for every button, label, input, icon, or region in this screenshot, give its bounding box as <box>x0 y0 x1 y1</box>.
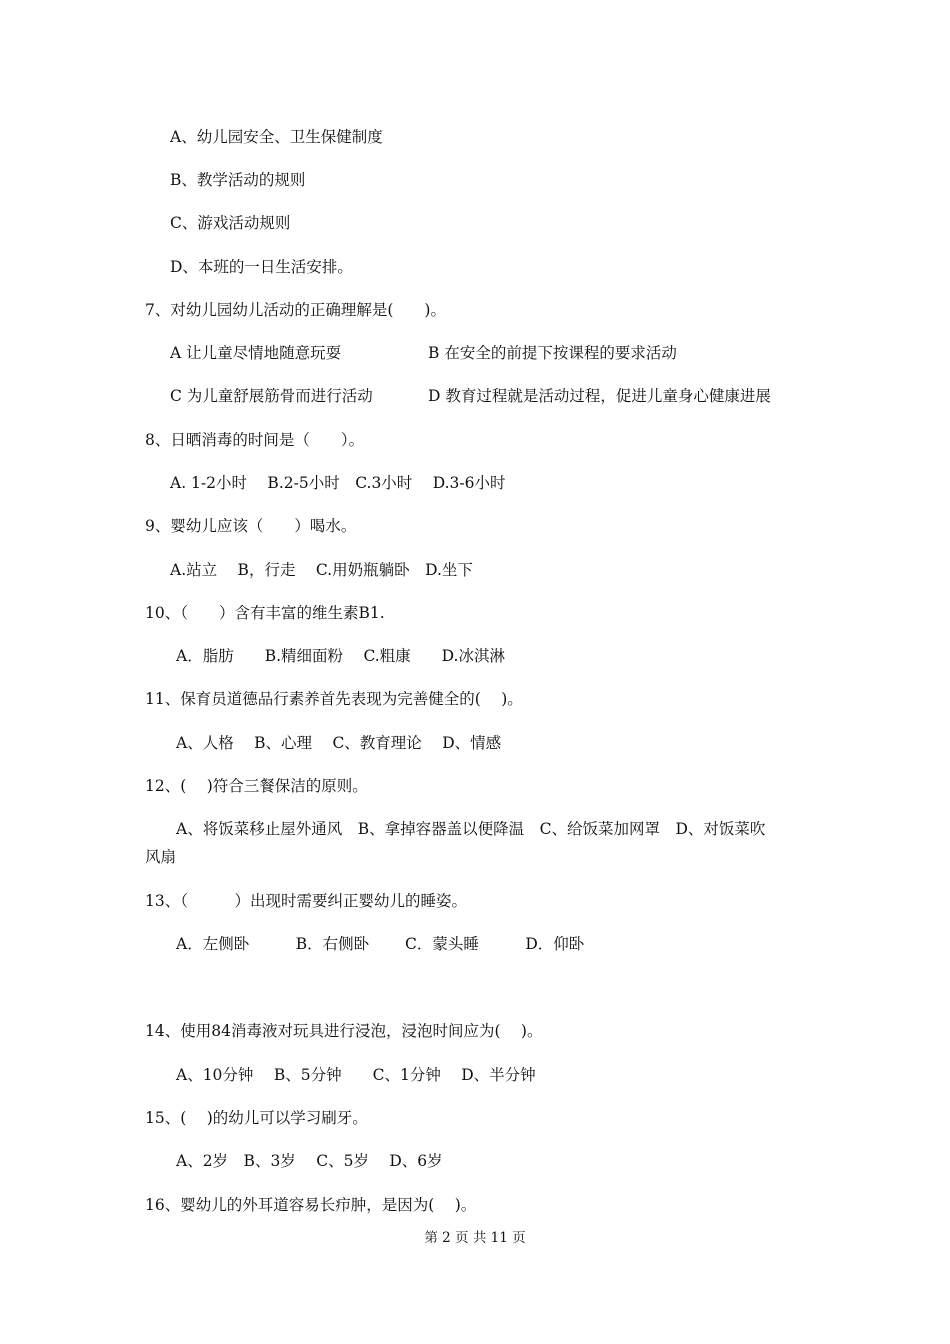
q12-options-continued: 风扇 <box>145 848 177 866</box>
q13-stem: 13、（ ）出现时需要纠正婴幼儿的睡姿。 <box>145 892 467 910</box>
q6-option-d: D、本班的一日生活安排。 <box>170 258 353 276</box>
q11-options: A、人格 B、心理 C、教育理论 D、情感 <box>176 734 502 752</box>
q8-stem: 8、日晒消毒的时间是（ ）。 <box>145 431 365 449</box>
q7-option-c: C 为儿童舒展筋骨而进行活动 <box>170 387 373 405</box>
q6-option-c: C、游戏活动规则 <box>170 214 291 232</box>
q10-options: A．脂肪 B.精细面粉 C.粗康 D.冰淇淋 <box>176 647 505 665</box>
q8-options: A. 1-2小时 B.2-5小时 C.3小时 D.3-6小时 <box>170 474 506 492</box>
q15-stem: 15、( )的幼儿可以学习刷牙。 <box>145 1109 368 1127</box>
q15-options: A、2岁 B、3岁 C、5岁 D、6岁 <box>176 1152 443 1170</box>
q10-stem: 10、（ ）含有丰富的维生素B1. <box>145 604 385 622</box>
q12-stem: 12、( )符合三餐保洁的原则。 <box>145 777 368 795</box>
q7-option-a: A 让儿童尽情地随意玩耍 <box>170 344 342 362</box>
q6-option-b: B、教学活动的规则 <box>170 171 306 189</box>
q7-option-b: B 在安全的前提下按课程的要求活动 <box>428 344 677 362</box>
q12-options: A、将饭菜移止屋外通风 B、拿掉容器盖以便降温 C、给饭菜加网罩 D、对饭菜吹 <box>176 820 766 838</box>
q9-stem: 9、婴幼儿应该（ ）喝水。 <box>145 517 357 535</box>
q11-stem: 11、保育员道德品行素养首先表现为完善健全的( )。 <box>145 690 523 708</box>
q14-options: A、10分钟 B、5分钟 C、1分钟 D、半分钟 <box>176 1066 536 1084</box>
page-footer: 第 2 页 共 11 页 <box>424 1230 526 1246</box>
q6-option-a: A、幼儿园安全、卫生保健制度 <box>170 128 383 146</box>
q9-options: A.站立 B，行走 C.用奶瓶躺卧 D.坐下 <box>170 561 473 579</box>
q14-stem: 14、使用84消毒液对玩具进行浸泡，浸泡时间应为( )。 <box>145 1022 543 1040</box>
q16-stem: 16、婴幼儿的外耳道容易长疖肿，是因为( )。 <box>145 1196 477 1214</box>
q7-option-d: D 教育过程就是活动过程，促进儿童身心健康进展 <box>428 387 771 405</box>
q7-stem: 7、对幼儿园幼儿活动的正确理解是( )。 <box>145 301 446 319</box>
q13-options: A．左侧卧 B．右侧卧 C．蒙头睡 D．仰卧 <box>176 935 585 953</box>
